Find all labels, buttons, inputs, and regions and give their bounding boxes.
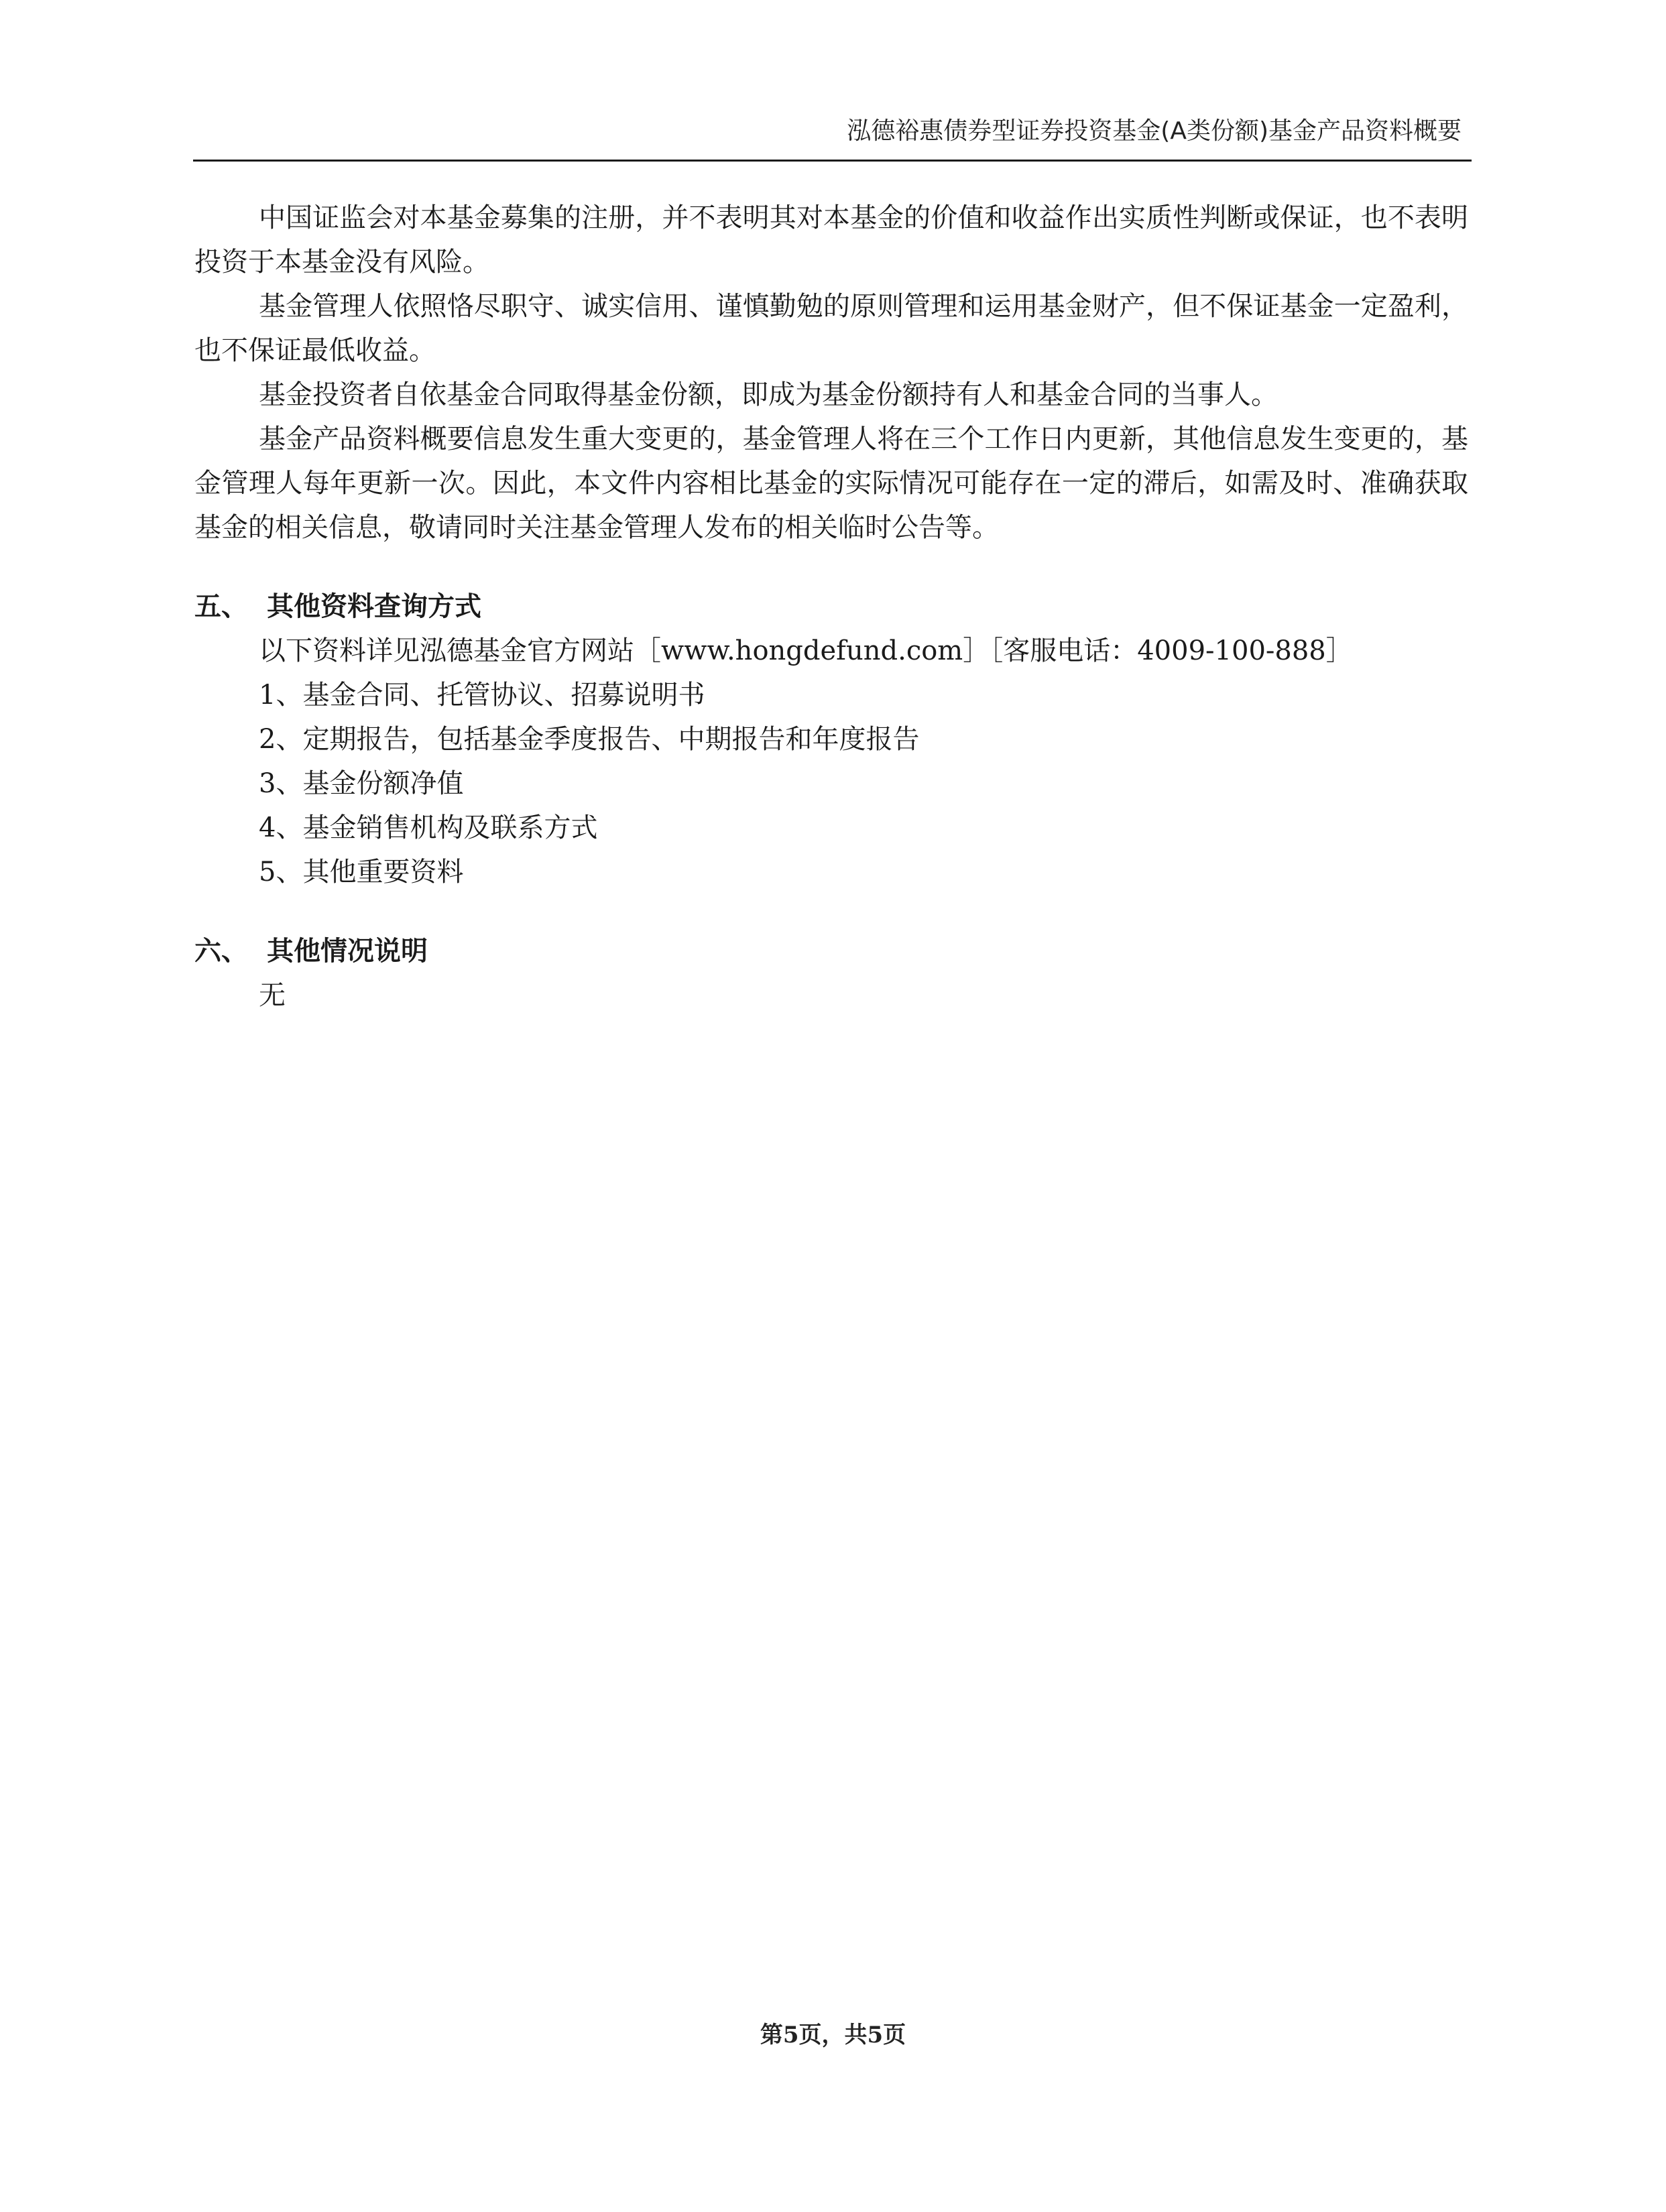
section-5-heading — [194, 585, 1468, 629]
list-item: 3、基金份额净值 — [259, 768, 464, 799]
document-body — [194, 196, 1468, 1018]
intro-paragraph-2: 基金管理人依照恪尽职守、诚实信用、谨慎勤勉的原则管理和运用基金财产，但不保证基金一定盈利，也不保证最低收益。 — [194, 291, 1468, 366]
intro-paragraph-3: 基金投资者自依基金合同取得基金份额，即成为基金份额持有人和基金合同的当事人。 — [259, 379, 1278, 410]
section-5-intro: 以下资料详见泓德基金官方网站［www.hongdefund.com］［客服电话：4009-100-888］ — [259, 635, 1353, 666]
intro-paragraph-1: 中国证监会对本基金募集的注册，并不表明其对本基金的价值和收益作出实质性判断或保证，也不表明投资于本基金没有风险。 — [194, 202, 1468, 278]
section-6-heading — [194, 929, 1468, 973]
section-6-content: 无 — [259, 980, 286, 1011]
header-title: 泓德裕惠债券型证券投资基金(A类份额)基金产品资料概要 — [847, 117, 1462, 145]
section-5-title: 其他资料查询方式 — [267, 591, 481, 622]
intro-paragraph-4: 基金产品资料概要信息发生重大变更的，基金管理人将在三个工作日内更新，其他信息发生变更的，基金管理人每年更新一次。因此，本文件内容相比基金的实际情况可能存在一定的滞后，如需及时、准确获取基金的相关信息，敬请同时关注基金管理人发布的相关临时公告等。 — [194, 424, 1468, 543]
page-number: 第5页，共5页 — [760, 2022, 906, 2048]
section-other-info-query — [194, 585, 1468, 894]
section-5-number: 五、 — [194, 591, 248, 622]
list-item: 1、基金合同、托管协议、招募说明书 — [259, 680, 705, 711]
section-6-title: 其他情况说明 — [267, 936, 428, 967]
section-other-notes — [194, 929, 1468, 1018]
list-item: 4、基金销售机构及联系方式 — [259, 812, 598, 843]
header-divider — [193, 160, 1472, 162]
list-item: 2、定期报告，包括基金季度报告、中期报告和年度报告 — [259, 724, 920, 755]
section-6-number: 六、 — [194, 936, 248, 967]
list-item: 5、其他重要资料 — [259, 857, 464, 887]
